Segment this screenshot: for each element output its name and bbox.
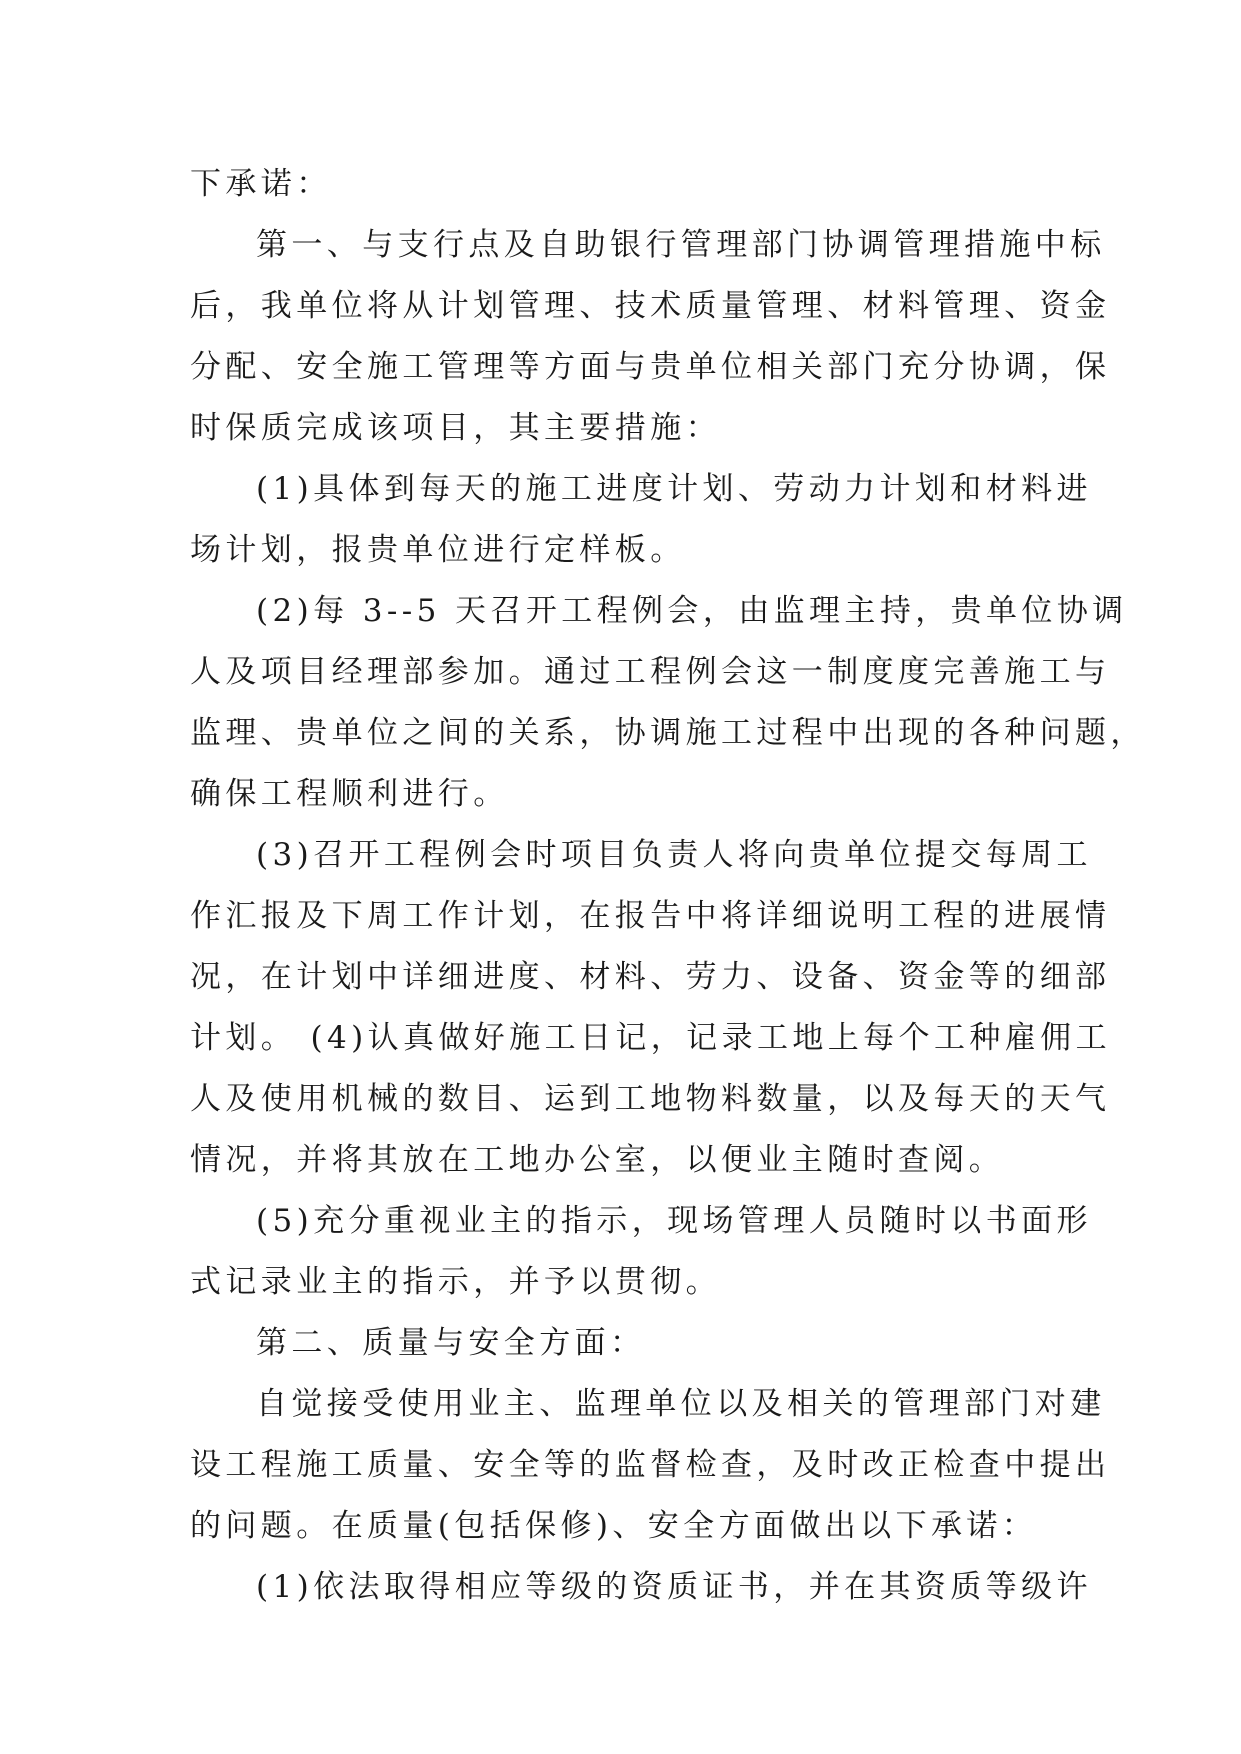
text-line: (1)具体到每天的施工进度计划、劳动力计划和材料进 <box>256 471 1092 507</box>
text-line: 式记录业主的指示，并予以贯彻。 <box>190 1264 721 1300</box>
text-line: (2)每 3--5 天召开工程例会，由监理主持，贵单位协调 <box>256 593 1128 629</box>
text-line: 后，我单位将从计划管理、技术质量管理、材料管理、资金 <box>190 288 1111 324</box>
text-line: 人及项目经理部参加。通过工程例会这一制度度完善施工与 <box>190 654 1111 690</box>
text-line: 情况，并将其放在工地办公室，以便业主随时查阅。 <box>190 1142 1005 1178</box>
text-line: 时保质完成该项目，其主要措施： <box>190 410 721 446</box>
text-line: 况，在计划中详细进度、材料、劳力、设备、资金等的细部 <box>190 959 1111 995</box>
text-line: 监理、贵单位之间的关系，协调施工过程中出现的各种问题， <box>190 715 1146 751</box>
section-heading: 第二、质量与安全方面： <box>256 1325 646 1361</box>
text-line: 计划。 (4)认真做好施工日记，记录工地上每个工种雇佣工 <box>190 1020 1111 1056</box>
text-line: 确保工程顺利进行。 <box>190 776 509 812</box>
text-line: 人及使用机械的数目、运到工地物料数量，以及每天的天气 <box>190 1081 1111 1117</box>
text-line: 的问题。在质量(包括保修)、安全方面做出以下承诺： <box>190 1508 1038 1544</box>
text-line: 作汇报及下周工作计划，在报告中将详细说明工程的进展情 <box>190 898 1111 934</box>
text-line: (1)依法取得相应等级的资质证书，并在其资质等级许 <box>256 1569 1092 1605</box>
text-line: (5)充分重视业主的指示，现场管理人员随时以书面形 <box>256 1203 1092 1239</box>
text-line: 第一、与支行点及自助银行管理部门协调管理措施中标 <box>256 227 1106 263</box>
text-line: 分配、安全施工管理等方面与贵单位相关部门充分协调，保 <box>190 349 1111 385</box>
text-line: (3)召开工程例会时项目负责人将向贵单位提交每周工 <box>256 837 1092 873</box>
document-body <box>190 154 1146 1618</box>
text-line: 自觉接受使用业主、监理单位以及相关的管理部门对建 <box>256 1386 1106 1422</box>
text-line: 场计划，报贵单位进行定样板。 <box>190 532 686 568</box>
text-line: 设工程施工质量、安全等的监督检查，及时改正检查中提出 <box>190 1447 1111 1483</box>
text-line: 下承诺： <box>190 166 332 202</box>
